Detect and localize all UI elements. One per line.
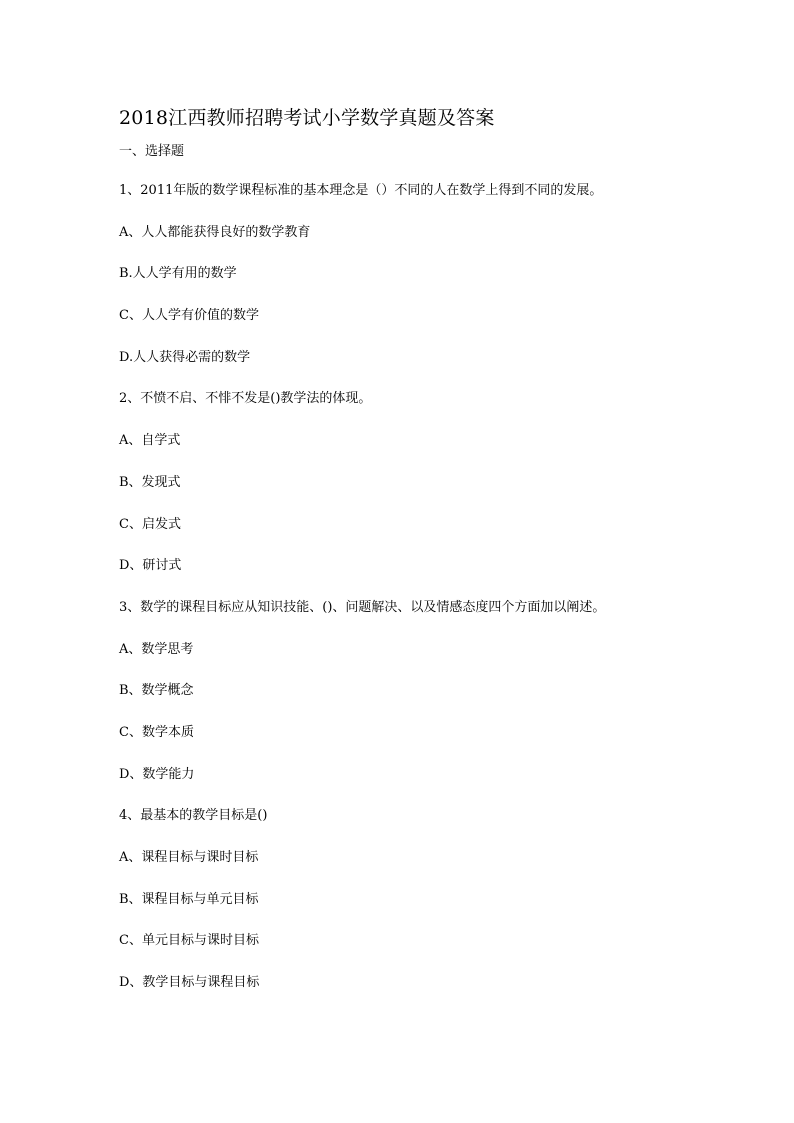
question-4-option-c: C、单元目标与课时目标 [119,933,259,949]
question-2-option-b: B、发现式 [119,474,181,490]
question-4-option-d: D、教学目标与课程目标 [119,975,260,991]
question-1-option-a: A、人人都能获得良好的数学教育 [119,224,311,240]
question-3-option-c: C、数学本质 [119,724,194,740]
section-heading: 一、选择题 [119,144,185,159]
question-4-option-b: B、课程目标与单元目标 [119,891,259,907]
question-2-option-d: D、研讨式 [119,558,182,574]
document-title: 2018江西教师招聘考试小学数学真题及答案 [119,107,495,129]
question-2-option-a: A、自学式 [119,433,181,449]
question-2-option-c: C、启发式 [119,516,181,532]
question-4-stem: 4、最基本的教学目标是() [119,808,268,824]
question-2-stem: 2、不愤不启、不悱不发是()教学法的体现。 [119,391,372,407]
question-3-option-d: D、数学能力 [119,766,195,782]
question-3-stem: 3、数学的课程目标应从知识技能、()、问题解决、以及情感态度四个方面加以阐述。 [119,599,606,615]
question-1-option-c: C、人人学有价值的数学 [119,308,259,324]
question-1-option-b: B.人人学有用的数学 [119,266,237,282]
question-1-stem: 1、2011年版的数学课程标准的基本理念是（）不同的人在数学上得到不同的发展。 [119,183,603,198]
question-3-option-a: A、数学思考 [119,641,194,657]
question-1-option-d: D.人人获得必需的数学 [119,349,251,365]
question-list [119,182,739,1016]
question-3-option-b: B、数学概念 [119,683,194,699]
question-4-option-a: A、课程目标与课时目标 [119,850,259,865]
